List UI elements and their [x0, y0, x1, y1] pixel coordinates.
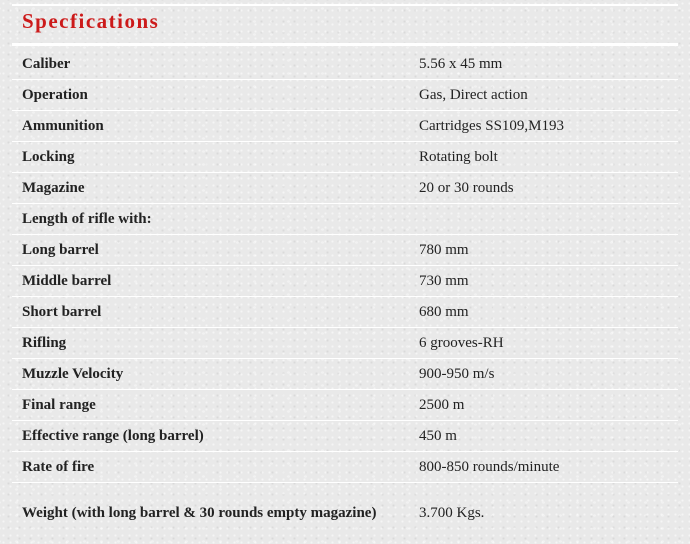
spec-value: Rotating bolt	[409, 142, 678, 173]
spec-value: Cartridges SS109,M193	[409, 111, 678, 142]
spec-value: 680 mm	[409, 297, 678, 328]
title-divider	[12, 43, 678, 46]
spec-label: Operation	[12, 80, 409, 111]
spec-label: Short barrel	[12, 297, 409, 328]
spec-value: 900-950 m/s	[409, 359, 678, 390]
table-row	[12, 421, 678, 452]
spec-label: Magazine	[12, 173, 409, 204]
spec-label: Rate of fire	[12, 452, 409, 483]
spec-value	[409, 204, 678, 235]
spec-label: Long barrel	[12, 235, 409, 266]
spec-label: Muzzle Velocity	[12, 359, 409, 390]
spec-value: 2500 m	[409, 390, 678, 421]
table-row	[12, 297, 678, 328]
table-row	[12, 483, 678, 544]
spec-label: Effective range (long barrel)	[12, 421, 409, 452]
table-row	[12, 173, 678, 204]
spec-label: Final range	[12, 390, 409, 421]
spec-value: 800-850 rounds/minute	[409, 452, 678, 483]
table-row	[12, 452, 678, 483]
spec-value: 730 mm	[409, 266, 678, 297]
spec-label: Locking	[12, 142, 409, 173]
table-row	[12, 142, 678, 173]
table-row	[12, 204, 678, 235]
spec-value: Gas, Direct action	[409, 80, 678, 111]
table-row	[12, 235, 678, 266]
table-row	[12, 49, 678, 80]
spec-value: 5.56 x 45 mm	[409, 49, 678, 80]
spec-label: Length of rifle with:	[12, 204, 409, 235]
section-title: Specfications	[22, 9, 160, 33]
spec-value: 20 or 30 rounds	[409, 173, 678, 204]
table-row	[12, 80, 678, 111]
spec-label: Weight (with long barrel & 30 rounds empty magazine)	[22, 505, 377, 521]
top-divider	[12, 4, 678, 6]
spec-label: Rifling	[12, 328, 409, 359]
spec-value: 780 mm	[409, 235, 678, 266]
specifications-table	[12, 49, 678, 543]
table-row	[12, 111, 678, 142]
spec-label: Caliber	[12, 49, 409, 80]
spec-value: 3.700 Kgs.	[419, 505, 485, 521]
table-row	[12, 390, 678, 421]
spec-label: Ammunition	[12, 111, 409, 142]
spec-value: 6 grooves-RH	[409, 328, 678, 359]
spec-label: Middle barrel	[12, 266, 409, 297]
spec-value: 450 m	[409, 421, 678, 452]
table-row	[12, 359, 678, 390]
table-row	[12, 266, 678, 297]
table-row	[12, 328, 678, 359]
